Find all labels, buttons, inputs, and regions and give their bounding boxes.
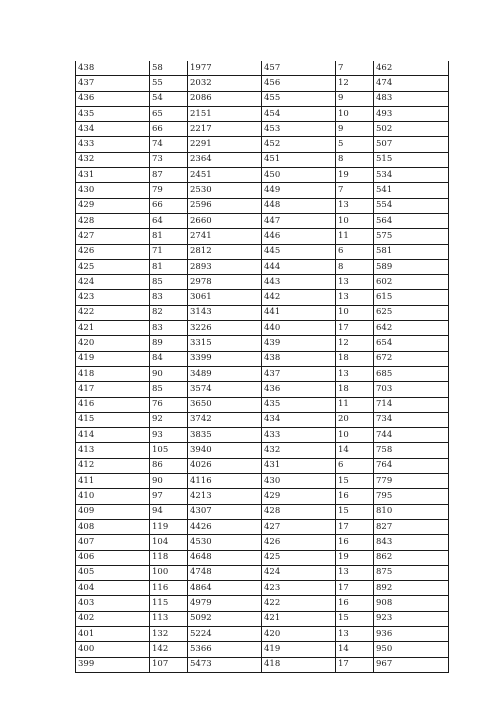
table-cell: 441 — [262, 305, 336, 320]
table-row — [76, 642, 449, 657]
table-cell: 425 — [76, 259, 150, 274]
table-cell: 421 — [262, 611, 336, 626]
table-cell: 3315 — [188, 336, 262, 351]
table-cell: 779 — [374, 474, 449, 489]
table-cell: 3143 — [188, 305, 262, 320]
table-cell: 12 — [336, 336, 374, 351]
table-row — [76, 137, 449, 152]
table-cell: 534 — [374, 168, 449, 183]
table-row — [76, 91, 449, 106]
table-cell: 415 — [76, 412, 150, 427]
table-cell: 6 — [336, 244, 374, 259]
table-cell: 423 — [76, 290, 150, 305]
table-cell: 3835 — [188, 428, 262, 443]
table-cell: 64 — [150, 213, 188, 228]
table-cell: 15 — [336, 611, 374, 626]
table-cell: 426 — [76, 244, 150, 259]
table-cell: 4307 — [188, 504, 262, 519]
table-cell: 16 — [336, 489, 374, 504]
table-cell: 7 — [336, 61, 374, 76]
table-row — [76, 626, 449, 641]
table-row — [76, 504, 449, 519]
table-cell: 15 — [336, 474, 374, 489]
table-cell: 4864 — [188, 581, 262, 596]
table-cell: 409 — [76, 504, 150, 519]
table-cell: 2660 — [188, 213, 262, 228]
table-cell: 14 — [336, 642, 374, 657]
table-row — [76, 351, 449, 366]
table-cell: 16 — [336, 596, 374, 611]
table-cell: 654 — [374, 336, 449, 351]
table-cell: 892 — [374, 581, 449, 596]
table-cell: 401 — [76, 626, 150, 641]
table-cell: 455 — [262, 91, 336, 106]
table-row — [76, 397, 449, 412]
table-cell: 6 — [336, 458, 374, 473]
table-cell: 433 — [262, 428, 336, 443]
table-cell: 418 — [262, 657, 336, 672]
table-cell: 408 — [76, 519, 150, 534]
table-cell: 444 — [262, 259, 336, 274]
table-cell: 16 — [336, 535, 374, 550]
table-row — [76, 76, 449, 91]
table-cell: 413 — [76, 443, 150, 458]
table-row — [76, 611, 449, 626]
table-cell: 436 — [262, 382, 336, 397]
table-cell: 419 — [262, 642, 336, 657]
table-cell: 923 — [374, 611, 449, 626]
score-table-body — [76, 61, 449, 672]
table-cell: 73 — [150, 152, 188, 167]
table-cell: 3061 — [188, 290, 262, 305]
table-cell: 83 — [150, 290, 188, 305]
table-cell: 449 — [262, 183, 336, 198]
table-cell: 434 — [262, 412, 336, 427]
table-cell: 435 — [262, 397, 336, 412]
table-cell: 424 — [262, 565, 336, 580]
table-cell: 8 — [336, 152, 374, 167]
table-cell: 2364 — [188, 152, 262, 167]
table-cell: 13 — [336, 198, 374, 213]
table-row — [76, 366, 449, 381]
table-row — [76, 581, 449, 596]
table-cell: 5 — [336, 137, 374, 152]
table-cell: 967 — [374, 657, 449, 672]
table-cell: 827 — [374, 519, 449, 534]
table-row — [76, 168, 449, 183]
table-cell: 433 — [76, 137, 150, 152]
table-cell: 412 — [76, 458, 150, 473]
table-cell: 452 — [262, 137, 336, 152]
table-cell: 424 — [76, 275, 150, 290]
table-row — [76, 657, 449, 672]
table-cell: 436 — [76, 91, 150, 106]
table-cell: 55 — [150, 76, 188, 91]
table-cell: 7 — [336, 183, 374, 198]
table-row — [76, 152, 449, 167]
table-cell: 17 — [336, 321, 374, 336]
table-cell: 10 — [336, 213, 374, 228]
table-cell: 843 — [374, 535, 449, 550]
table-cell: 13 — [336, 366, 374, 381]
table-cell: 3650 — [188, 397, 262, 412]
table-cell: 428 — [76, 213, 150, 228]
table-cell: 419 — [76, 351, 150, 366]
table-cell: 5366 — [188, 642, 262, 657]
table-cell: 764 — [374, 458, 449, 473]
table-cell: 795 — [374, 489, 449, 504]
table-cell: 400 — [76, 642, 150, 657]
table-cell: 430 — [262, 474, 336, 489]
table-cell: 422 — [76, 305, 150, 320]
table-row — [76, 535, 449, 550]
table-cell: 447 — [262, 213, 336, 228]
table-cell: 81 — [150, 259, 188, 274]
table-cell: 87 — [150, 168, 188, 183]
table-cell: 429 — [76, 198, 150, 213]
table-cell: 589 — [374, 259, 449, 274]
table-cell: 427 — [76, 229, 150, 244]
table-cell: 3226 — [188, 321, 262, 336]
table-cell: 132 — [150, 626, 188, 641]
table-cell: 418 — [76, 366, 150, 381]
table-cell: 427 — [262, 519, 336, 534]
table-cell: 17 — [336, 519, 374, 534]
table-row — [76, 428, 449, 443]
table-cell: 11 — [336, 397, 374, 412]
table-cell: 2530 — [188, 183, 262, 198]
table-cell: 93 — [150, 428, 188, 443]
table-row — [76, 183, 449, 198]
table-row — [76, 213, 449, 228]
table-cell: 105 — [150, 443, 188, 458]
table-cell: 1977 — [188, 61, 262, 76]
table-cell: 438 — [76, 61, 150, 76]
table-cell: 11 — [336, 229, 374, 244]
table-cell: 18 — [336, 351, 374, 366]
table-cell: 66 — [150, 198, 188, 213]
table-cell: 734 — [374, 412, 449, 427]
table-row — [76, 275, 449, 290]
table-row — [76, 596, 449, 611]
table-cell: 429 — [262, 489, 336, 504]
table-cell: 406 — [76, 550, 150, 565]
table-cell: 426 — [262, 535, 336, 550]
table-cell: 2812 — [188, 244, 262, 259]
table-cell: 2291 — [188, 137, 262, 152]
table-cell: 581 — [374, 244, 449, 259]
table-cell: 425 — [262, 550, 336, 565]
table-cell: 2032 — [188, 76, 262, 91]
table-cell: 420 — [262, 626, 336, 641]
table-row — [76, 290, 449, 305]
table-row — [76, 305, 449, 320]
table-cell: 118 — [150, 550, 188, 565]
table-cell: 84 — [150, 351, 188, 366]
table-cell: 113 — [150, 611, 188, 626]
table-cell: 9 — [336, 122, 374, 137]
table-row — [76, 244, 449, 259]
table-cell: 602 — [374, 275, 449, 290]
table-cell: 407 — [76, 535, 150, 550]
table-row — [76, 550, 449, 565]
table-cell: 10 — [336, 106, 374, 121]
table-cell: 685 — [374, 366, 449, 381]
table-cell: 5473 — [188, 657, 262, 672]
table-row — [76, 474, 449, 489]
table-cell: 483 — [374, 91, 449, 106]
table-cell: 115 — [150, 596, 188, 611]
table-cell: 434 — [76, 122, 150, 137]
table-cell: 4213 — [188, 489, 262, 504]
table-cell: 435 — [76, 106, 150, 121]
table-cell: 453 — [262, 122, 336, 137]
table-cell: 810 — [374, 504, 449, 519]
table-cell: 4979 — [188, 596, 262, 611]
table-cell: 3574 — [188, 382, 262, 397]
table-cell: 439 — [262, 336, 336, 351]
table-cell: 402 — [76, 611, 150, 626]
table-cell: 2217 — [188, 122, 262, 137]
table-cell: 442 — [262, 290, 336, 305]
table-cell: 404 — [76, 581, 150, 596]
table-cell: 908 — [374, 596, 449, 611]
table-cell: 66 — [150, 122, 188, 137]
table-cell: 116 — [150, 581, 188, 596]
table-cell: 4426 — [188, 519, 262, 534]
table-cell: 410 — [76, 489, 150, 504]
table-cell: 85 — [150, 382, 188, 397]
table-cell: 4648 — [188, 550, 262, 565]
table-cell: 714 — [374, 397, 449, 412]
table-cell: 20 — [336, 412, 374, 427]
table-cell: 405 — [76, 565, 150, 580]
table-cell: 4748 — [188, 565, 262, 580]
table-cell: 142 — [150, 642, 188, 657]
table-cell: 862 — [374, 550, 449, 565]
table-cell: 451 — [262, 152, 336, 167]
table-cell: 13 — [336, 565, 374, 580]
table-cell: 54 — [150, 91, 188, 106]
table-cell: 13 — [336, 626, 374, 641]
table-cell: 83 — [150, 321, 188, 336]
table-cell: 431 — [76, 168, 150, 183]
table-row — [76, 412, 449, 427]
table-cell: 2893 — [188, 259, 262, 274]
table-row — [76, 565, 449, 580]
table-cell: 422 — [262, 596, 336, 611]
table-cell: 2596 — [188, 198, 262, 213]
table-cell: 107 — [150, 657, 188, 672]
table-cell: 104 — [150, 535, 188, 550]
score-table — [75, 61, 449, 673]
table-cell: 411 — [76, 474, 150, 489]
table-cell: 437 — [76, 76, 150, 91]
table-cell: 4530 — [188, 535, 262, 550]
table-cell: 18 — [336, 382, 374, 397]
table-row — [76, 106, 449, 121]
table-cell: 564 — [374, 213, 449, 228]
table-cell: 92 — [150, 412, 188, 427]
table-cell: 19 — [336, 550, 374, 565]
table-cell: 58 — [150, 61, 188, 76]
table-cell: 950 — [374, 642, 449, 657]
table-cell: 744 — [374, 428, 449, 443]
table-cell: 9 — [336, 91, 374, 106]
table-cell: 454 — [262, 106, 336, 121]
table-cell: 438 — [262, 351, 336, 366]
table-cell: 421 — [76, 321, 150, 336]
table-cell: 17 — [336, 581, 374, 596]
table-cell: 85 — [150, 275, 188, 290]
table-cell: 615 — [374, 290, 449, 305]
table-cell: 431 — [262, 458, 336, 473]
table-cell: 443 — [262, 275, 336, 290]
table-cell: 15 — [336, 504, 374, 519]
table-cell: 474 — [374, 76, 449, 91]
table-cell: 3940 — [188, 443, 262, 458]
table-cell: 89 — [150, 336, 188, 351]
table-cell: 456 — [262, 76, 336, 91]
table-cell: 462 — [374, 61, 449, 76]
table-cell: 448 — [262, 198, 336, 213]
table-cell: 430 — [76, 183, 150, 198]
table-cell: 90 — [150, 366, 188, 381]
table-cell: 8 — [336, 259, 374, 274]
table-cell: 428 — [262, 504, 336, 519]
table-cell: 403 — [76, 596, 150, 611]
table-cell: 79 — [150, 183, 188, 198]
table-cell: 416 — [76, 397, 150, 412]
table-cell: 399 — [76, 657, 150, 672]
table-cell: 71 — [150, 244, 188, 259]
table-cell: 703 — [374, 382, 449, 397]
table-cell: 642 — [374, 321, 449, 336]
table-cell: 875 — [374, 565, 449, 580]
table-cell: 414 — [76, 428, 150, 443]
table-row — [76, 61, 449, 76]
table-cell: 10 — [336, 428, 374, 443]
table-row — [76, 519, 449, 534]
table-cell: 10 — [336, 305, 374, 320]
table-cell: 2741 — [188, 229, 262, 244]
table-cell: 423 — [262, 581, 336, 596]
table-cell: 493 — [374, 106, 449, 121]
table-row — [76, 122, 449, 137]
table-cell: 119 — [150, 519, 188, 534]
table-cell: 65 — [150, 106, 188, 121]
table-row — [76, 458, 449, 473]
table-cell: 2978 — [188, 275, 262, 290]
table-cell: 4026 — [188, 458, 262, 473]
table-cell: 457 — [262, 61, 336, 76]
table-row — [76, 229, 449, 244]
table-row — [76, 382, 449, 397]
table-cell: 82 — [150, 305, 188, 320]
table-row — [76, 489, 449, 504]
table-cell: 12 — [336, 76, 374, 91]
table-cell: 420 — [76, 336, 150, 351]
table-cell: 17 — [336, 657, 374, 672]
table-cell: 502 — [374, 122, 449, 137]
table-cell: 2451 — [188, 168, 262, 183]
table-cell: 575 — [374, 229, 449, 244]
table-row — [76, 443, 449, 458]
table-cell: 515 — [374, 152, 449, 167]
table-row — [76, 259, 449, 274]
table-cell: 507 — [374, 137, 449, 152]
table-cell: 13 — [336, 275, 374, 290]
table-cell: 445 — [262, 244, 336, 259]
table-cell: 74 — [150, 137, 188, 152]
table-cell: 2086 — [188, 91, 262, 106]
table-cell: 81 — [150, 229, 188, 244]
table-cell: 417 — [76, 382, 150, 397]
table-cell: 437 — [262, 366, 336, 381]
table-cell: 432 — [262, 443, 336, 458]
table-cell: 446 — [262, 229, 336, 244]
table-cell: 76 — [150, 397, 188, 412]
table-cell: 450 — [262, 168, 336, 183]
table-cell: 3399 — [188, 351, 262, 366]
table-cell: 5224 — [188, 626, 262, 641]
table-cell: 4116 — [188, 474, 262, 489]
table-cell: 100 — [150, 565, 188, 580]
table-row — [76, 321, 449, 336]
table-cell: 432 — [76, 152, 150, 167]
table-cell: 97 — [150, 489, 188, 504]
table-cell: 3489 — [188, 366, 262, 381]
table-cell: 625 — [374, 305, 449, 320]
table-cell: 13 — [336, 290, 374, 305]
table-cell: 2151 — [188, 106, 262, 121]
table-cell: 554 — [374, 198, 449, 213]
table-cell: 19 — [336, 168, 374, 183]
table-cell: 440 — [262, 321, 336, 336]
table-cell: 758 — [374, 443, 449, 458]
table-cell: 5092 — [188, 611, 262, 626]
table-row — [76, 198, 449, 213]
table-cell: 3742 — [188, 412, 262, 427]
table-cell: 94 — [150, 504, 188, 519]
table-cell: 86 — [150, 458, 188, 473]
table-cell: 541 — [374, 183, 449, 198]
table-cell: 672 — [374, 351, 449, 366]
table-cell: 14 — [336, 443, 374, 458]
table-cell: 936 — [374, 626, 449, 641]
table-row — [76, 336, 449, 351]
table-cell: 90 — [150, 474, 188, 489]
